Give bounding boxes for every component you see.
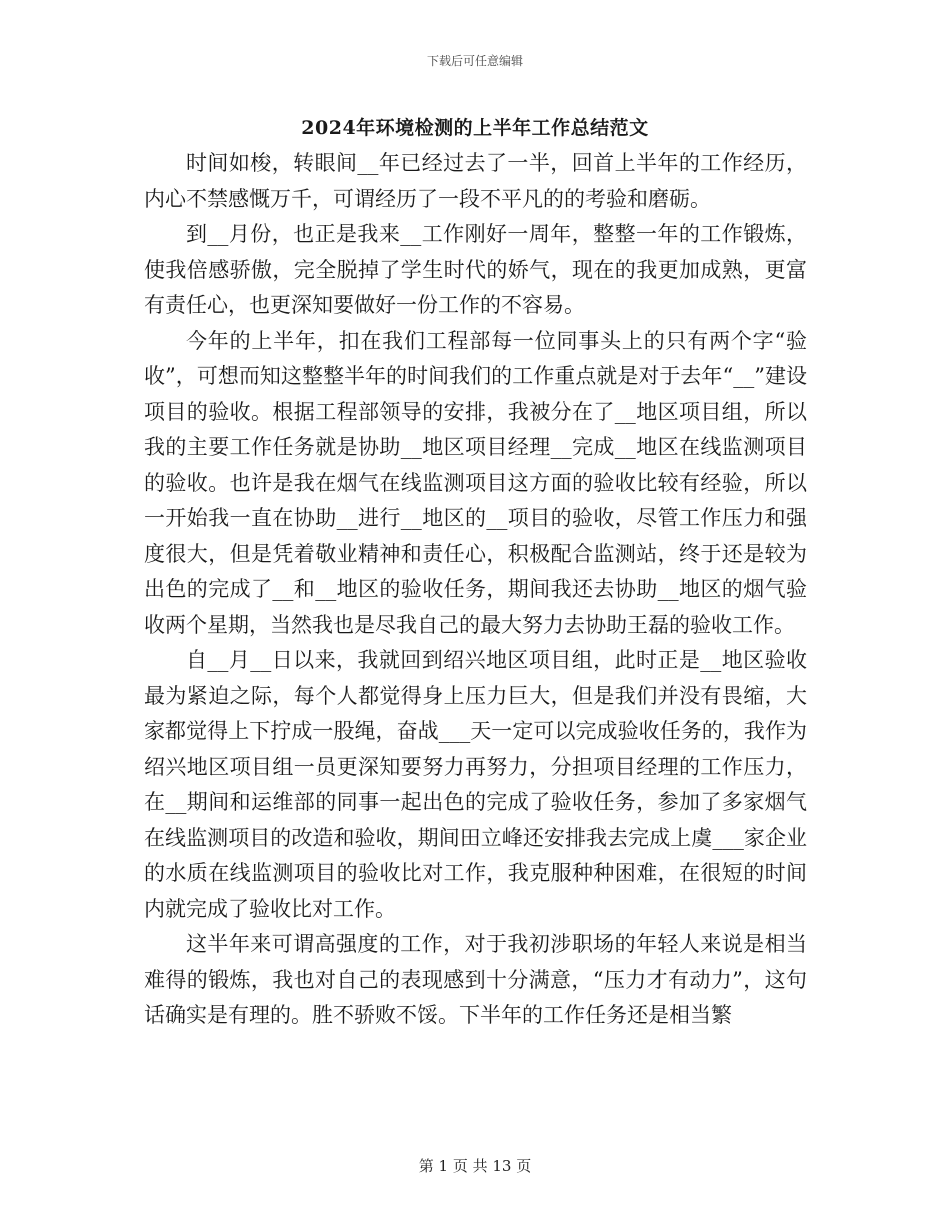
paragraph: 今年的上半年，扣在我们工程部每一位同事头上的只有两个字“验收”，可想而知这整整半年的时间我们的工作重点就是对于去年“__”建设项目的验收。根据工程部领导的安排，我被分在了__地区项目组，所以我的主要工作任务就是协助__地区项目经理__完成__地区在线监测项目的验收。也许是我在烟气在线监测项目这方面的验收比较有经验，所以一开始我一直在协助__进行__地区的__项目的验收，尽管工作压力和强度很大，但是凭着敬业精神和责任心，积极配合监测站，终于还是较为出色的完成了__和__地区的验收任务，期间我还去协助__地区的烟气验收两个星期，当然我也是尽我自己的最大努力去协助王磊的验收工作。 bbox=[144, 328, 807, 637]
page-number: 第 1 页 共 13 页 bbox=[418, 1157, 532, 1175]
header-note: 下载后可任意编辑 bbox=[426, 54, 523, 68]
paragraph: 这半年来可谓高强度的工作，对于我初涉职场的年轻人来说是相当难得的锻炼，我也对自己的表现感到十分满意，“压力才有动力”，这句话确实是有理的。胜不骄败不馁。下半年的工作任务还是相当繁 bbox=[144, 932, 807, 1027]
document-body bbox=[144, 146, 807, 1034]
paragraph: 到__月份，也正是我来__工作刚好一周年，整整一年的工作锻炼，使我倍感骄傲，完全脱掉了学生时代的娇气，现在的我更加成熟，更富有责任心，也更深知要做好一份工作的不容易。 bbox=[144, 222, 807, 317]
document-title: 2024年环境检测的上半年工作总结范文 bbox=[301, 117, 649, 139]
paragraph: 自__月__日以来，我就回到绍兴地区项目组，此时正是__地区验收最为紧迫之际，每个人都觉得身上压力巨大，但是我们并没有畏缩，大家都觉得上下拧成一股绳，奋战___天一定可以完成验收任务的，我作为绍兴地区项目组一员更深知要努力再努力，分担项目经理的工作压力，在__期间和运维部的同事一起出色的完成了验收任务，参加了多家烟气在线监测项目的改造和验收，期间田立峰还安排我去完成上虞___家企业的水质在线监测项目的验收比对工作，我克服种种困难，在很短的时间内就完成了验收比对工作。 bbox=[144, 648, 807, 921]
paragraph: 时间如梭，转眼间__年已经过去了一半，回首上半年的工作经历，内心不禁感慨万千，可谓经历了一段不平凡的的考验和磨砺。 bbox=[144, 151, 807, 211]
